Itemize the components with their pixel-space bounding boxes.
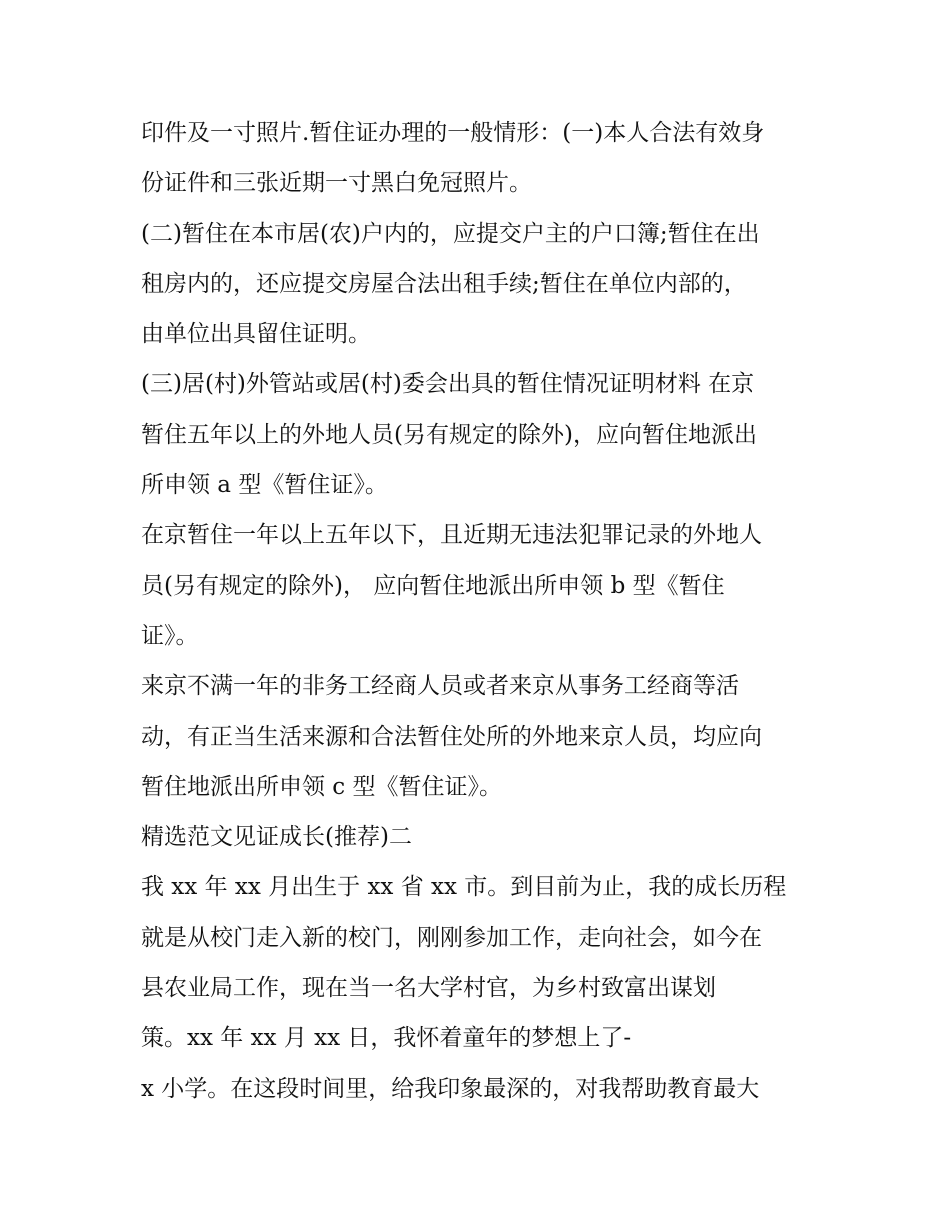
text-line: x 小学。在这段时间里，给我印象最深的，对我帮助教育最大: [141, 1075, 760, 1102]
text-line: 租房内的，还应提交房屋合法出租手续;暂住在单位内部的，: [141, 270, 747, 297]
text-line: 就是从校门走入新的校门，刚刚参加工作，走向社会，如今在: [141, 924, 762, 951]
text-line: 县农业局工作，现在当一名大学村官，为乡村致富出谋划: [141, 975, 716, 1002]
text-line: (三)居(村)外管站或居(村)委会出具的暂住情况证明材料 在京: [141, 371, 755, 398]
text-line: 在京暂住一年以上五年以下，且近期无违法犯罪记录的外地人: [141, 522, 762, 549]
text-line: 由单位出具留住证明。: [141, 321, 371, 348]
text-line: (二)暂住在本市居(农)户内的，应提交户主的户口簿;暂住在出: [141, 220, 760, 247]
text-line: 暂住五年以上的外地人员(另有规定的除外)，应向暂住地派出: [141, 421, 757, 448]
text-line: 暂住地派出所申领 c 型《暂住证》。: [141, 773, 503, 800]
text-line: 证》。: [141, 622, 199, 649]
text-line: 所申领 a 型《暂住证》。: [141, 472, 388, 499]
section-heading: 精选范文见证成长(推荐)二: [141, 824, 412, 851]
text-line: 员(另有规定的除外)， 应向暂住地派出所申领 b 型《暂住: [141, 572, 725, 599]
text-line: 策。xx 年 xx 月 xx 日，我怀着童年的梦想上了-: [141, 1025, 632, 1052]
document-body: [141, 108, 821, 1114]
text-line: 份证件和三张近期一寸黑白免冠照片。: [141, 170, 532, 197]
text-line: 我 xx 年 xx 月出生于 xx 省 xx 市。到目前为止，我的成长历程: [141, 874, 787, 901]
text-line: 印件及一寸照片.暂住证办理的一般情形：(一)本人合法有效身: [141, 120, 765, 146]
text-line: 动，有正当生活来源和合法暂住处所的外地来京人员，均应向: [141, 723, 762, 750]
text-line: 来京不满一年的非务工经商人员或者来京从事务工经商等活: [141, 673, 739, 700]
